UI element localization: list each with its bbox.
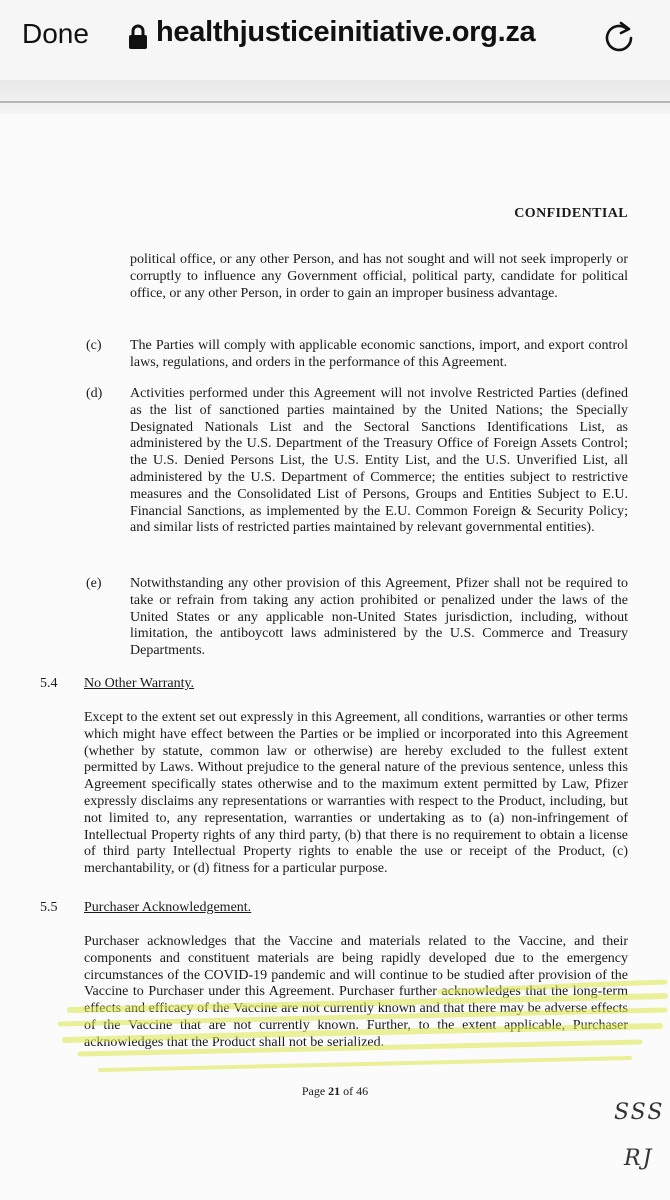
clause-c-text: The Parties will comply with applicable economic sanctions, import, and export control laws, regulations, and orders in the performance of this Agreement. bbox=[130, 338, 628, 370]
page-current: 21 bbox=[328, 1084, 341, 1098]
done-button[interactable]: Done bbox=[22, 18, 89, 49]
address-bar-url[interactable]: healthjusticeinitiative.org.za bbox=[156, 16, 536, 48]
browser-top-bar bbox=[0, 0, 670, 81]
clause-label-d: (d) bbox=[86, 386, 103, 401]
page-number bbox=[0, 1084, 670, 1099]
clause-label-e: (e) bbox=[86, 576, 102, 591]
reload-icon[interactable] bbox=[602, 20, 636, 54]
confidential-header: CONFIDENTIAL bbox=[514, 206, 628, 221]
page-middle: of bbox=[340, 1084, 357, 1098]
lock-icon bbox=[128, 24, 148, 50]
handwritten-initials-sss: SSS bbox=[614, 1100, 665, 1125]
section-5-5-text: Purchaser acknowledges that the Vaccine and materials related to the Vaccine, and their components and constituent materials are being rapidly developed due to the emergency circumstances of the COVID-19 pandemic and will continue to be studied after provision of the Vaccine to Purchaser under this Agreement. Purchaser further acknowledges that the long-term effects and efficacy of the Vaccine are not currently known and that there may be adverse effects of the Vaccine that are not currently known. Further, to the extent applicable, Purchaser acknowledges that the Product shall not be serialized. bbox=[84, 934, 628, 1050]
section-number-5-5: 5.5 bbox=[40, 900, 58, 915]
section-5-4-text: Except to the extent set out expressly in this Agreement, all conditions, warranties or other terms which might have effect between the Parties or be implied or incorporated into this Agreement (whether by statute, common law or otherwise) are hereby excluded to the fullest extent permitted by Laws. Without prejudice to the general nature of the previous sentence, unless this Agreement specifically states otherwise and to the maximum extent permitted by Law, Pfizer expressly disclaims any representations or warranties with respect to the Product, including, but not limited to, any representation, warranties or undertaking as to (a) non-infringement of Intellectual Property rights of any third party, (b) that there is no requirement to obtain a license of third party Intellectual Property rights to enable the use or receipt of the Product, (c) merchantability, or (d) fitness for a particular purpose. bbox=[84, 710, 628, 877]
page-total: 46 bbox=[356, 1084, 369, 1098]
clause-label-c: (c) bbox=[86, 338, 102, 353]
page-top-gap bbox=[0, 80, 670, 114]
page-prefix: Page bbox=[301, 1084, 329, 1098]
section-number-5-4: 5.4 bbox=[40, 676, 58, 691]
section-title-5-5: Purchaser Acknowledgement. bbox=[84, 900, 252, 915]
scan-edge-line bbox=[0, 101, 670, 103]
clause-e-text: Notwithstanding any other provision of this Agreement, Pfizer shall not be required to take or refrain from taking any action prohibited or penalized under the laws of the United States or any applicable non-United States jurisdiction, including, without limitation, the antiboycott laws administered by the U.S. Commerce and Treasury Departments. bbox=[130, 576, 628, 659]
section-title-5-4: No Other Warranty. bbox=[84, 676, 195, 691]
clause-d-text: Activities performed under this Agreement will not involve Restricted Parties (defined as the list of sanctioned parties maintained by the United Nations; the Specially Designated Nationals List and the Sectoral Sanctions Identifications List, as administered by the U.S. Department of the Treasury Office of Foreign Assets Control; the U.S. Denied Persons List, the U.S. Entity List, and the U.S. Unverified List, all administered by the U.S. Department of Commerce; the entities subject to restrictive measures and the Consolidated List of Persons, Groups and Entities Subject to E.U. Financial Sanctions, as implemented by the E.U. Common Foreign & Security Policy; and similar lists of restricted parties maintained by relevant governmental entities). bbox=[130, 386, 628, 536]
continued-paragraph: political office, or any other Person, and has not sought and will not seek improperly or corruptly to influence any Government official, political party, candidate for political office, or any other Person, in order to gain an improper business advantage. bbox=[130, 252, 628, 301]
handwritten-initials-rj: RJ bbox=[624, 1146, 654, 1171]
